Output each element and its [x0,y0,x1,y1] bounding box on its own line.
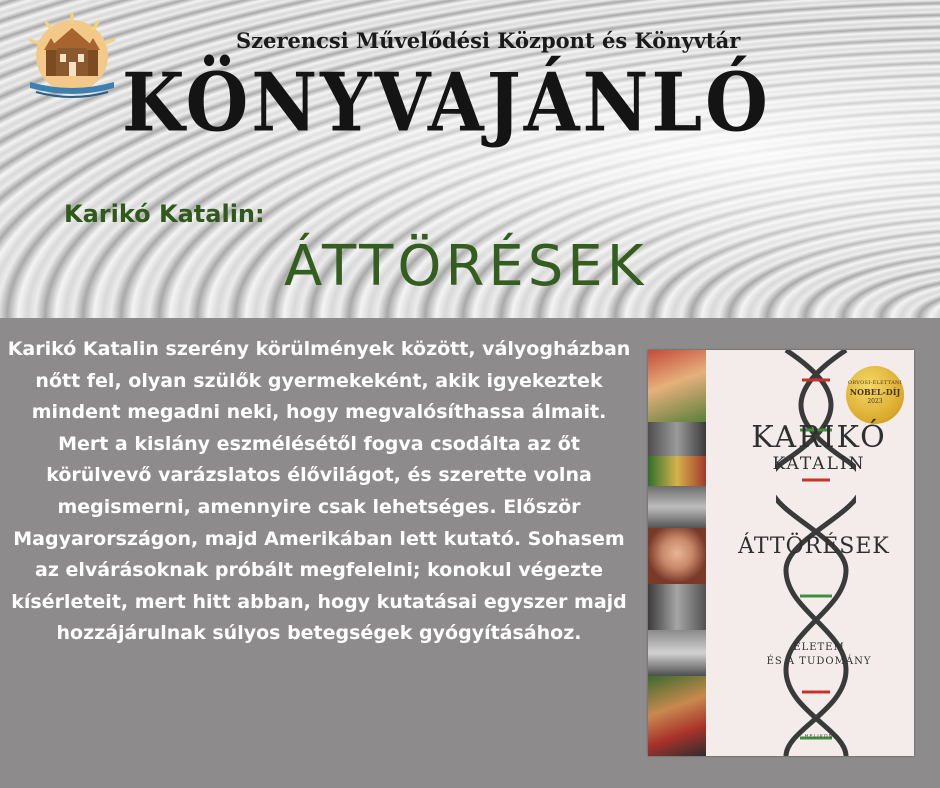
library-logo [16,8,128,108]
book-cover [648,350,914,756]
header-background [0,0,940,318]
badge-line-3: 2023 [867,398,883,405]
cover-photo-strip [648,350,706,756]
cover-title: ÁTTÖRÉSEK [738,534,890,559]
badge-line-2: NOBEL-DÍJ [849,387,901,397]
organization-name: Szerencsi Művelődési Központ és Könyvtár [236,28,741,53]
badge-line-1: ORVOSI-ÉLETTANI [848,380,902,386]
cover-author-surname: KARIKÓ [751,420,887,455]
book-author: Karikó Katalin: [64,200,265,228]
cover-subtitle-line-2: ÉS A TUDOMÁNY [766,656,872,667]
book-description: Karikó Katalin szerény körülmények között, vályogházban nőtt fel, olyan szülők gyermekeként, akik igyekeztek mindent megadni neki, hogy megvalósíthassa álmait. Mert a kislány eszmélésétől fogva csodálta az őt körülvevő varázslatos élővilágot, és szerette volna megismerni, amennyire csak lehetséges. Először Magyarországon, majd Amerikában lett kutató. Sohasem az elvárásoknak próbált megfelelni; konokul végezte kísérleteit, mert hitt abban, hogy kutatásai egyszer majd hozzájárulnak súlyos betegségek gyógyításához. [7,338,631,645]
cover-publisher: HELIKON [804,734,834,740]
page-heading: KÖNYVAJÁNLÓ [122,54,771,150]
cover-author-given-name: KATALIN [772,454,866,474]
book-title: ÁTTÖRÉSEK [284,234,648,299]
nobel-prize-badge [846,366,904,424]
cover-subtitle-line-1: ÉLETEM [793,642,845,653]
